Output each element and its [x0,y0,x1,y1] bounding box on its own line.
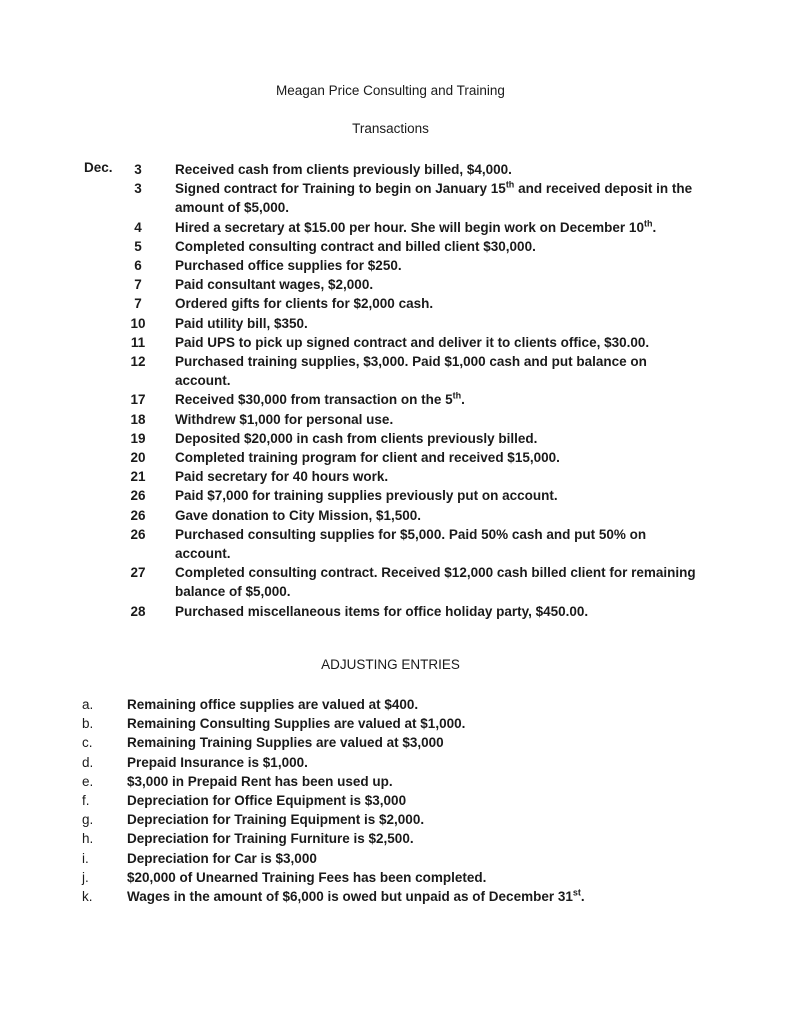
adjusting-entry-letter: a. [82,697,94,712]
transaction-row [118,448,698,467]
adjusting-entry-text: Remaining office supplies are valued at $400. [127,697,419,712]
transaction-day: 7 [134,296,142,312]
adjusting-entry-text: Depreciation for Training Furniture is $2,500. [127,831,414,847]
adjusting-entry-text: $3,000 in Prepaid Rent has been used up. [127,773,393,789]
adjusting-entry-letter: i. [82,850,89,866]
transaction-day: 20 [130,450,146,466]
transaction-day: 11 [130,334,146,350]
transaction-day: 18 [130,411,146,427]
transaction-row [118,525,698,563]
transaction-text: Gave donation to City Mission, $1,500. [175,507,422,523]
adjusting-entries-list [82,695,702,906]
transaction-text: Purchased training supplies, $3,000. Paid $1,000 cash and put balance on account. [175,354,647,389]
adjusting-entry-letter: d. [82,754,94,770]
transaction-row [118,390,698,409]
adjusting-entry-letter: e. [82,773,94,789]
adjusting-entry-row [82,849,702,868]
adjusting-entry-text: Remaining Training Supplies are valued at $3,000 [127,735,444,751]
transaction-text: Completed training program for client and received $15,000. [175,450,560,466]
document-subtitle: Transactions [352,121,429,136]
transaction-row [118,333,698,352]
transaction-text: Completed consulting contract. Received $12,000 cash billed client for remaining balance of $5,000. [175,565,696,600]
transaction-row [118,179,698,217]
adjusting-entry-text: Wages in the amount of $6,000 is owed but unpaid as of December 31st. [127,887,585,905]
transactions-list [118,160,698,621]
transaction-text: Paid secretary for 40 hours work. [175,469,389,485]
transaction-day: 6 [134,258,142,274]
transaction-day: 7 [134,277,142,293]
transaction-row [118,467,698,486]
transaction-day: 4 [134,219,142,235]
adjusting-entries-heading: ADJUSTING ENTRIES [321,657,460,672]
transaction-text: Withdrew $1,000 for personal use. [175,411,394,427]
transaction-row [118,218,698,237]
transaction-text: Ordered gifts for clients for $2,000 cash. [175,296,434,312]
transaction-day: 27 [130,565,146,581]
adjusting-entry-letter: k. [82,889,93,905]
adjusting-entry-text: $20,000 of Unearned Training Fees has been completed. [127,869,487,885]
adjusting-entry-row [82,733,702,752]
adjusting-entry-row [82,772,702,791]
transaction-day: 26 [130,526,146,542]
adjusting-entry-text: Depreciation for Office Equipment is $3,000 [127,793,407,809]
transaction-day: 28 [130,603,146,619]
transaction-row [118,256,698,275]
adjusting-entry-letter: h. [82,831,94,847]
transaction-day: 12 [130,354,146,370]
transaction-day: 26 [130,507,146,523]
adjusting-entry-row [82,868,702,887]
transaction-day: 19 [130,430,146,446]
document-title: Meagan Price Consulting and Training [276,83,505,98]
transaction-row [118,352,698,390]
transaction-row [118,563,698,601]
adjusting-entry-row [82,791,702,810]
transaction-row [118,429,698,448]
transaction-row [118,160,698,179]
adjusting-entry-letter: g. [82,812,94,828]
transaction-day: 21 [130,469,146,485]
transaction-text: Received $30,000 from transaction on the 5th. [175,390,465,408]
transaction-row [118,314,698,333]
adjusting-entry-text: Remaining Consulting Supplies are valued at $1,000. [127,716,466,732]
transaction-text: Hired a secretary at $15.00 per hour. She will begin work on December 10th. [175,218,657,235]
adjusting-entry-text: Prepaid Insurance is $1,000. [127,754,308,770]
adjusting-entry-text: Depreciation for Training Equipment is $2,000. [127,812,425,828]
transaction-text: Deposited $20,000 in cash from clients previously billed. [175,430,538,446]
transaction-row [118,294,698,313]
adjusting-entry-row [82,753,702,772]
adjusting-entry-row [82,810,702,829]
transaction-day: 5 [134,238,142,254]
transaction-text: Completed consulting contract and billed client $30,000. [175,238,536,254]
transaction-row [118,486,698,505]
transaction-day: 26 [130,488,146,504]
transaction-text: Signed contract for Training to begin on January 15th and received deposit in the amount of $5,000. [175,179,693,216]
transaction-text: Purchased miscellaneous items for office holiday party, $450.00. [175,603,589,619]
transaction-text: Purchased consulting supplies for $5,000. Paid 50% cash and put 50% on account. [175,526,647,562]
adjusting-entry-text: Depreciation for Car is $3,000 [127,850,317,866]
transaction-text: Paid $7,000 for training supplies previously put on account. [175,488,558,504]
transaction-row [118,410,698,429]
transaction-day: 3 [134,162,142,177]
adjusting-entry-row [82,887,702,906]
transaction-row [118,275,698,294]
adjusting-entry-letter: c. [82,735,93,751]
transaction-text: Received cash from clients previously billed, $4,000. [175,162,512,177]
transaction-text: Paid utility bill, $350. [175,315,308,331]
transaction-row [118,602,698,621]
transaction-text: Purchased office supplies for $250. [175,258,402,274]
transaction-row [118,506,698,525]
transaction-row [118,237,698,256]
adjusting-entry-letter: f. [82,793,90,809]
transaction-day: 3 [134,181,142,197]
transaction-day: 10 [130,315,146,331]
month-label: Dec. [84,160,113,175]
transaction-text: Paid consultant wages, $2,000. [175,277,374,293]
adjusting-entry-row [82,714,702,733]
transaction-day: 17 [130,392,146,408]
transaction-text: Paid UPS to pick up signed contract and deliver it to clients office, $30.00. [175,334,650,350]
adjusting-entry-letter: b. [82,716,94,732]
adjusting-entry-letter: j. [82,869,89,885]
adjusting-entry-row [82,829,702,848]
adjusting-entry-row [82,695,702,714]
